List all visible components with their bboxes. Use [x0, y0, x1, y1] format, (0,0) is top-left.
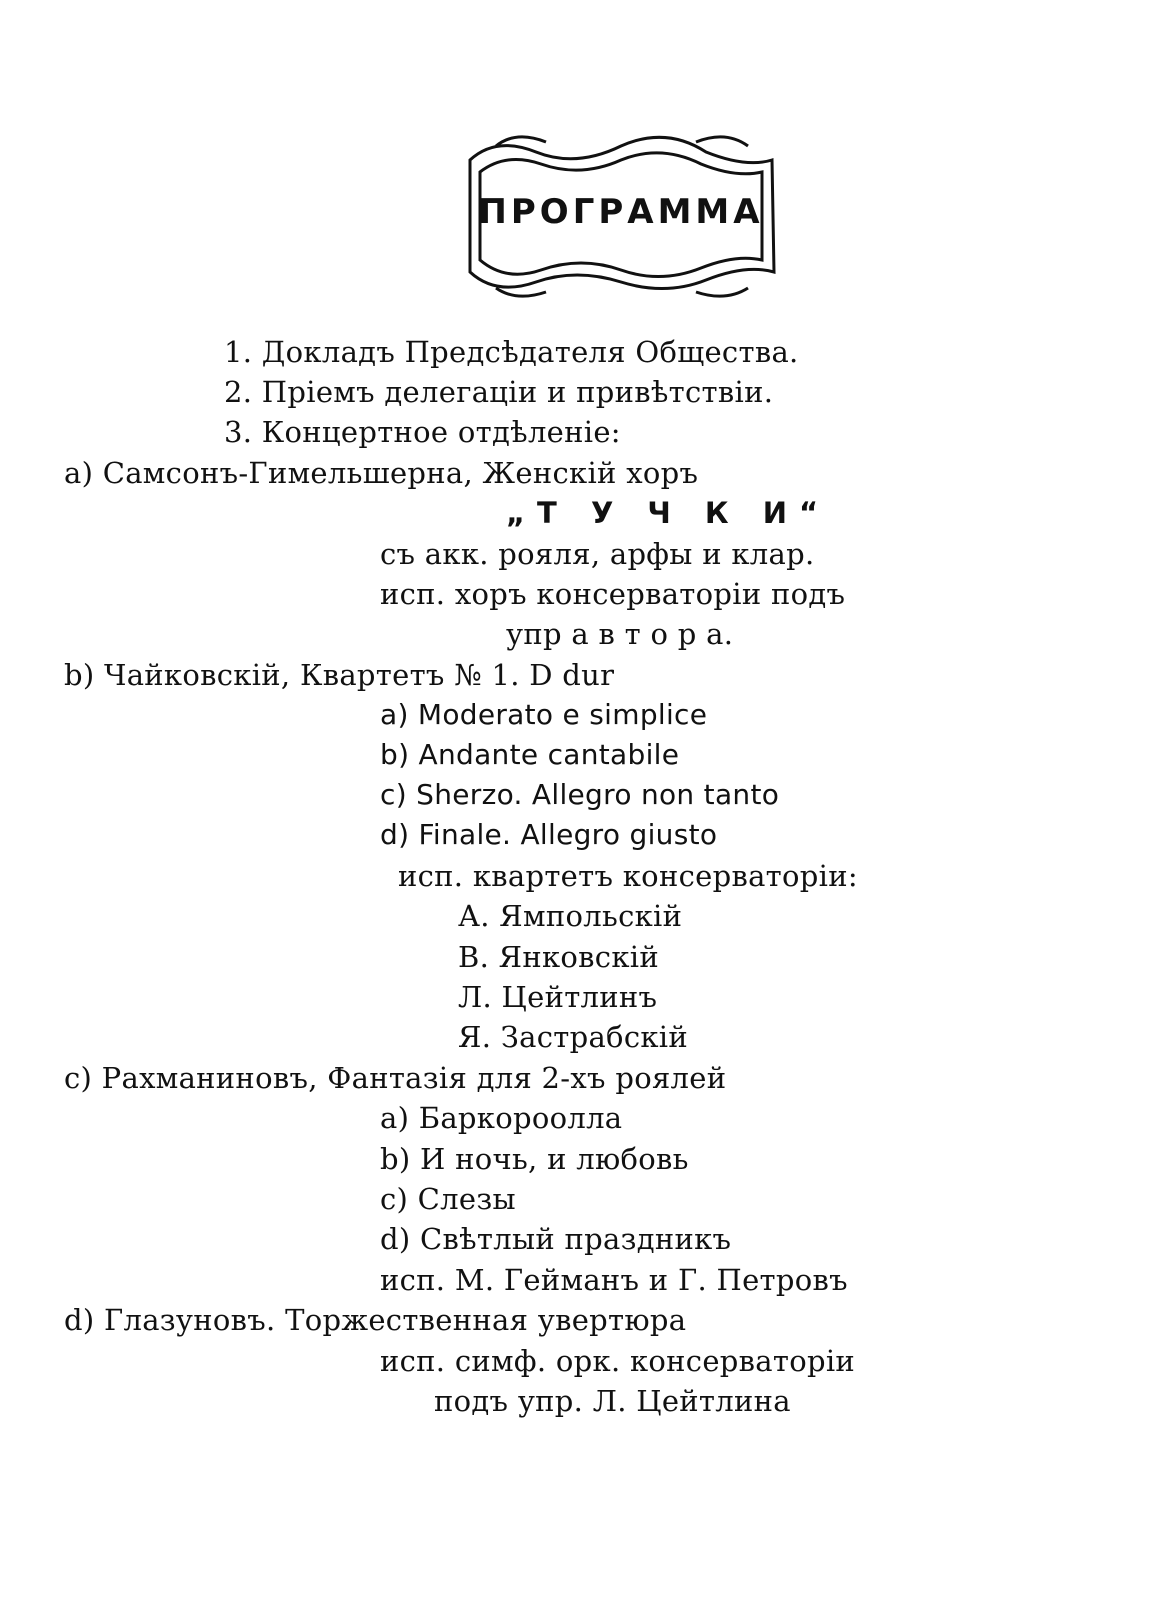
performer-line: подъ упр. Л. Цейтлина [434, 1384, 791, 1418]
concert-item-c: c) Рахманиновъ, Фантазія для 2-хъ роялей [64, 1061, 727, 1095]
performance-note: съ акк. рояля, арфы и клар. [380, 537, 815, 571]
movement-line: c) Sherzo. Allegro non tanto [380, 778, 780, 811]
performer-line: упр а в т о р а. [506, 617, 734, 651]
movement-line: c) Слезы [380, 1182, 516, 1216]
performer-name: Я. Застрабскій [458, 1020, 688, 1054]
movement-line: a) Баркороолла [380, 1101, 623, 1135]
performer-line: исп. симф. орк. консерваторіи [380, 1344, 856, 1378]
piece-title-tuchki: „Т У Ч К И“ [506, 496, 831, 530]
program-title: ПРОГРАММА [478, 192, 764, 232]
concert-item-b: b) Чайковскій, Квартетъ № 1. D dur [64, 658, 615, 692]
movement-line: a) Moderato e simplice [380, 698, 708, 731]
performer-name: А. Ямпольскій [458, 899, 683, 933]
concert-item-a: a) Самсонъ-Гимельшерна, Женскій хоръ [64, 456, 699, 490]
performer-name: В. Янковскій [458, 940, 659, 974]
performer-line: исп. М. Гейманъ и Г. Петровъ [380, 1263, 848, 1297]
movement-line: d) Свѣтлый праздникъ [380, 1222, 732, 1256]
performer-line: исп. квартетъ консерваторіи: [398, 859, 858, 893]
performer-line: исп. хоръ консерваторіи подъ [380, 577, 846, 611]
program-item-3: 3. Концертное отдѣленіе: [224, 415, 621, 449]
performer-name: Л. Цейтлинъ [458, 980, 658, 1014]
movement-line: b) Andante cantabile [380, 738, 680, 771]
concert-item-d: d) Глазуновъ. Торжественная увертюра [64, 1303, 687, 1337]
program-item-1: 1. Докладъ Предсѣдателя Общества. [224, 335, 799, 369]
program-item-2: 2. Пріемъ делегаціи и привѣтствіи. [224, 375, 774, 409]
movement-line: d) Finale. Allegro giusto [380, 818, 718, 851]
movement-line: b) И ночь, и любовь [380, 1142, 689, 1176]
